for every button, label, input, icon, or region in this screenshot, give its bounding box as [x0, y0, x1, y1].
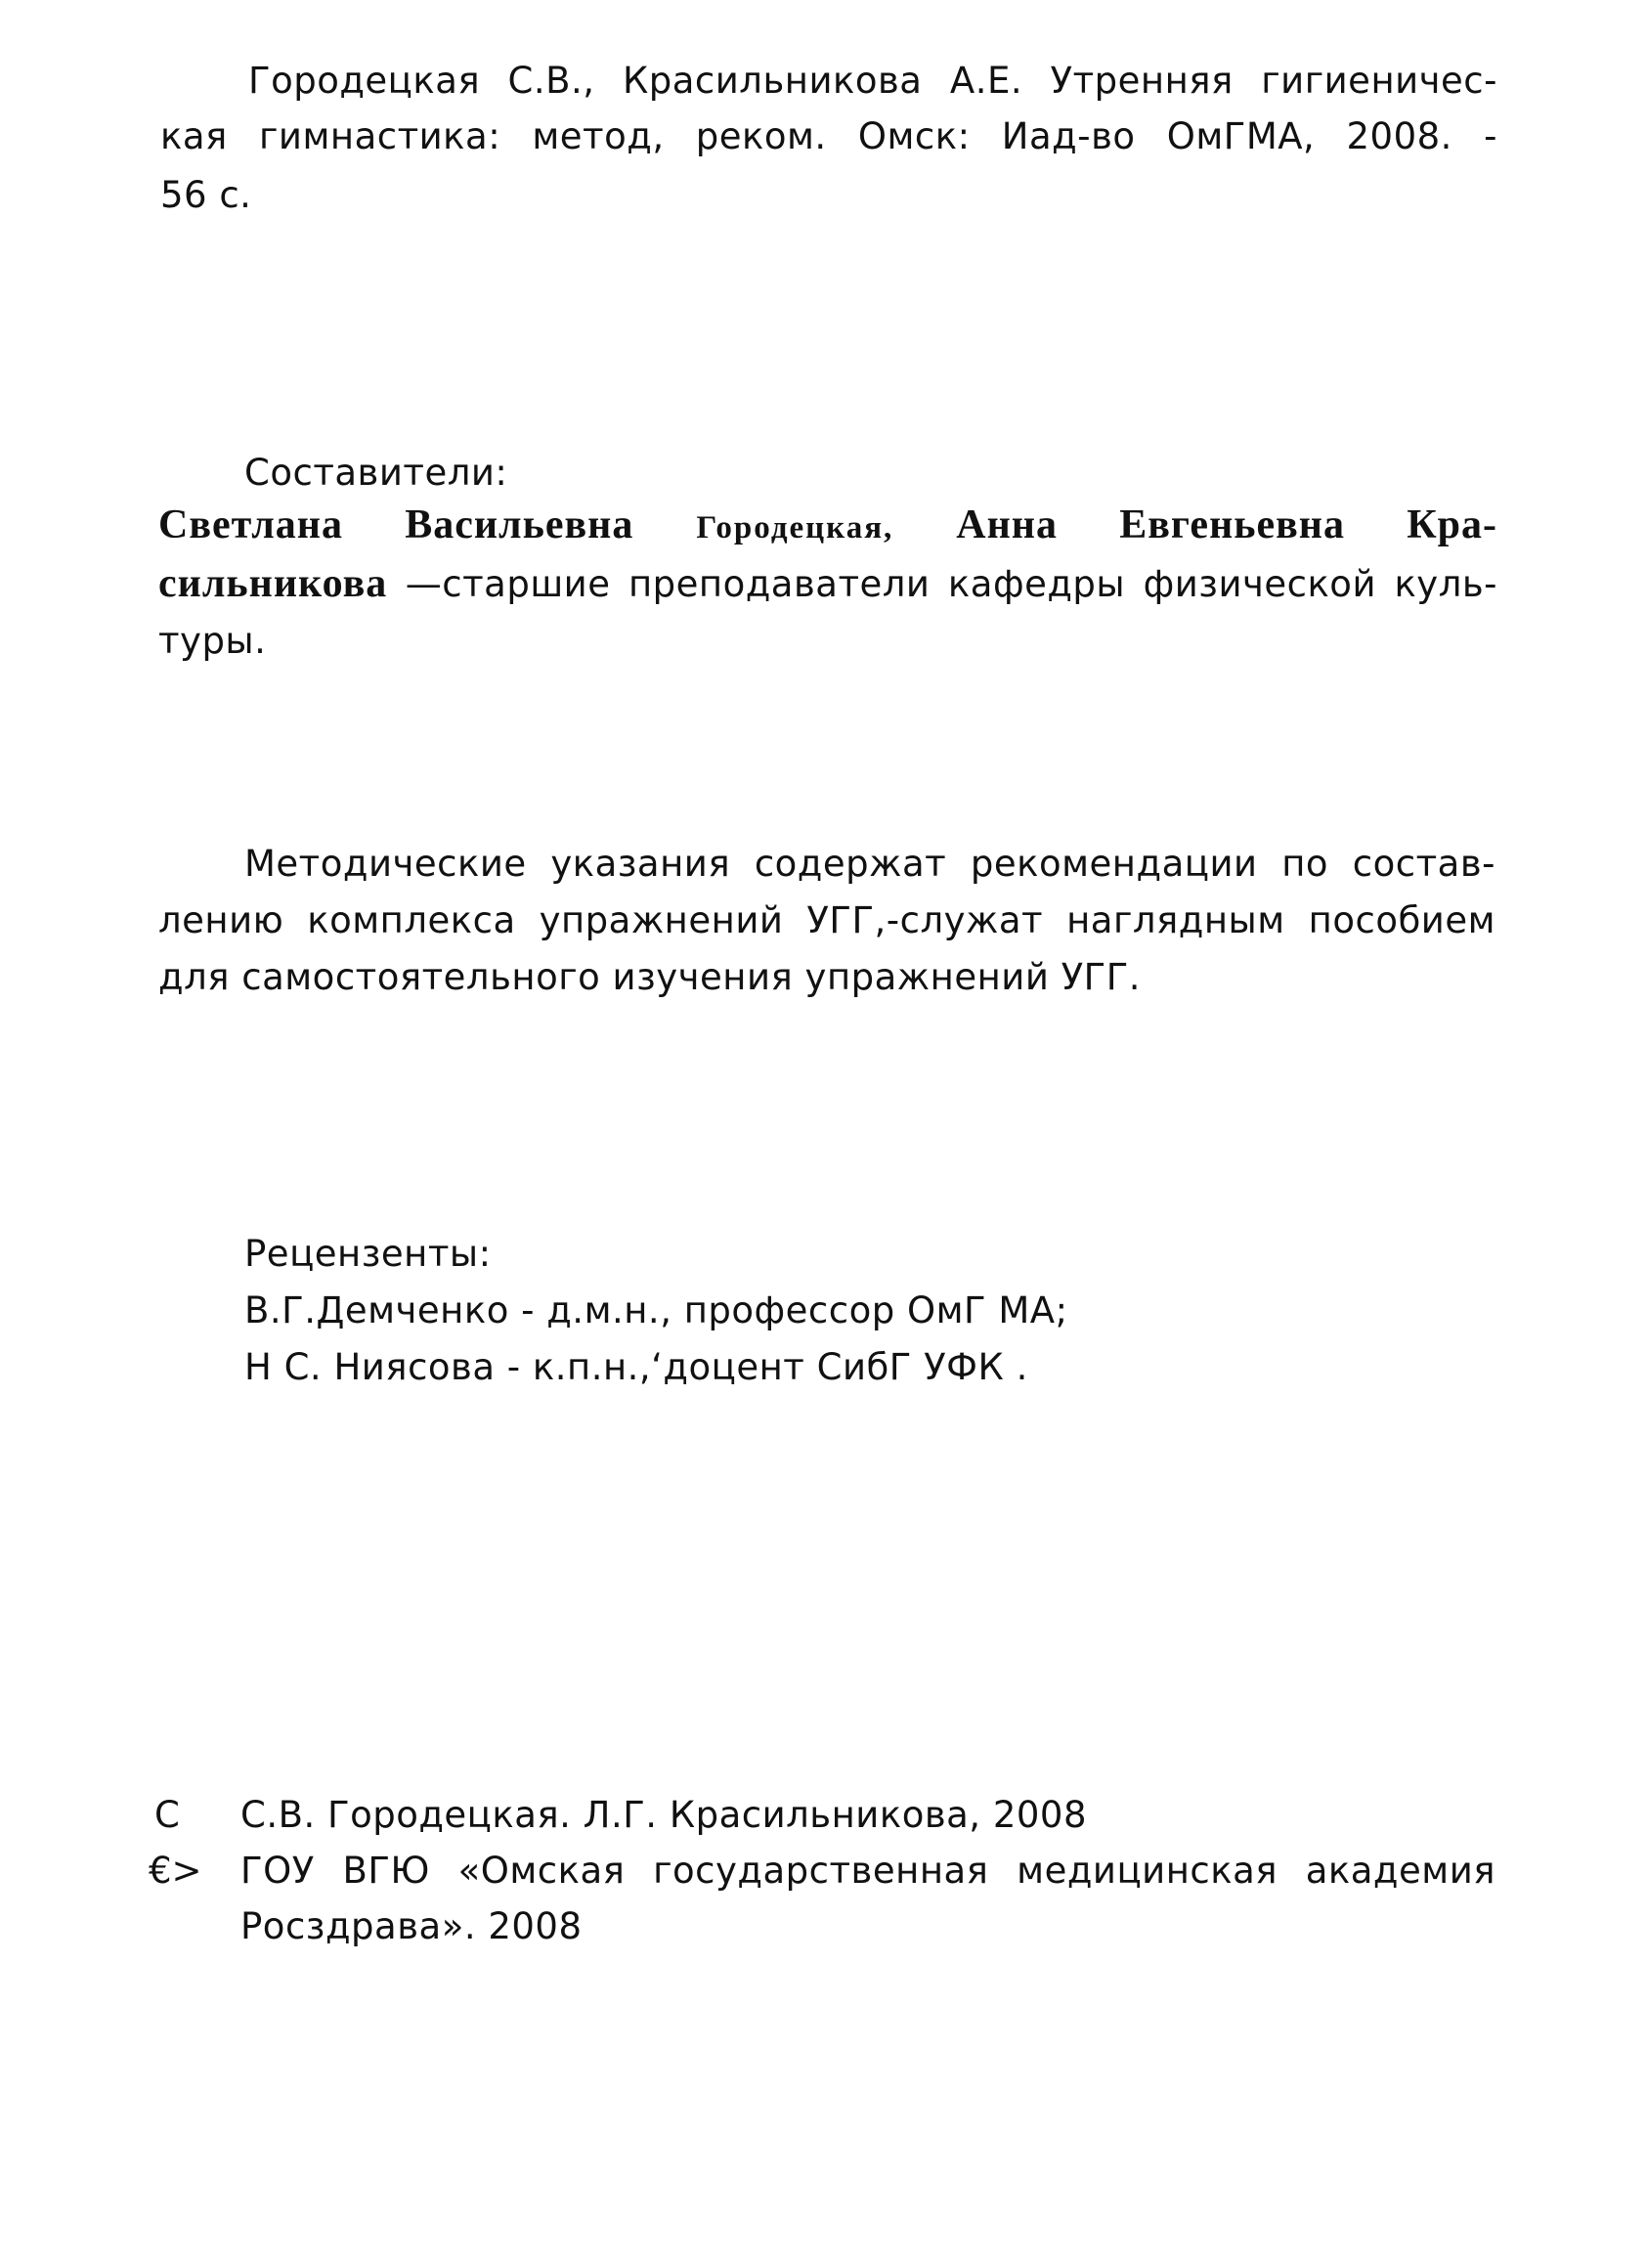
compilers-role-line	[158, 563, 1497, 604]
compilers-role-cont: туры.	[158, 620, 267, 662]
abstract-line-2: лению комплекса упражнений УГГ,-служат наглядным пособием	[158, 899, 1495, 941]
compiler-2-name-cont: сильникова	[158, 561, 388, 606]
compiler-1-first-name: Светлана Васильевна	[158, 502, 634, 547]
copyright-mark-1: С	[154, 1794, 180, 1836]
reviewer-2: Н С. Ниясова - к.п.н.,‘доцент СибГ УФК .	[244, 1346, 1028, 1388]
compiler-2-name: Анна Евгеньевна Кра-	[956, 502, 1497, 547]
compiler-1-last-name: Городецкая,	[696, 510, 894, 545]
citation-line-1: Городецкая С.В., Красильникова А.Е. Утренняя гигиеничес-	[248, 60, 1497, 102]
compilers-heading: Составители:	[244, 452, 508, 494]
compilers-names-line	[158, 504, 1497, 545]
reviewer-1: В.Г.Демченко - д.м.н., профессор ОмГ МА;	[244, 1289, 1068, 1331]
citation-line-2: кая гимнастика: метод, реком. Омск: Иад-во ОмГМА, 2008. -	[160, 115, 1497, 157]
copyright-mark-2: €>	[149, 1850, 202, 1892]
citation-line-3: 56 с.	[160, 174, 252, 216]
copyright-line-1: С.В. Городецкая. Л.Г. Красильникова, 2008	[240, 1794, 1087, 1836]
copyright-line-2: ГОУ ВГЮ «Омская государственная медицинская академия	[240, 1850, 1495, 1892]
copyright-line-3: Росздрава». 2008	[240, 1905, 583, 1947]
abstract-line-3: для самостоятельного изучения упражнений УГГ.	[158, 956, 1142, 998]
compilers-role: —старшие преподаватели кафедры физической куль-	[405, 563, 1498, 605]
reviewers-heading: Рецензенты:	[244, 1233, 492, 1275]
abstract-line-1: Методические указания содержат рекомендации по состав-	[244, 843, 1495, 885]
